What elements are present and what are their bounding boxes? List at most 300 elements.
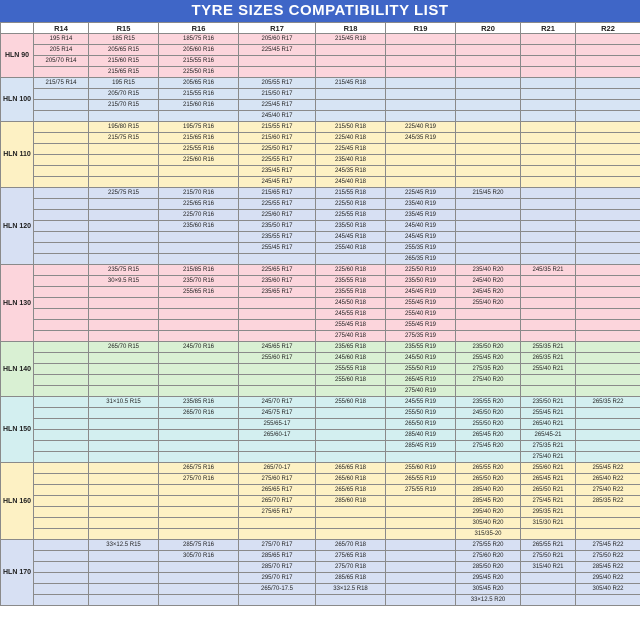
table-row [1, 485, 640, 496]
size-cell [521, 188, 576, 199]
column-header: R19 [386, 23, 456, 34]
size-cell [576, 353, 640, 364]
size-cell: 255/60 R19 [386, 463, 456, 474]
size-cell [34, 452, 89, 463]
size-cell: 215/70 R16 [159, 188, 239, 199]
size-cell: 265/35 R19 [386, 254, 456, 265]
size-cell [456, 155, 521, 166]
size-cell [89, 210, 159, 221]
size-cell: 285/70 R17 [239, 562, 316, 573]
size-cell: 255/45 R19 [386, 320, 456, 331]
size-cell [159, 441, 239, 452]
size-cell [89, 309, 159, 320]
size-cell: 195 R14 [34, 34, 89, 45]
size-cell [521, 67, 576, 78]
size-cell [316, 408, 386, 419]
size-cell: 245/55 R19 [386, 397, 456, 408]
size-cell [521, 243, 576, 254]
size-cell [159, 353, 239, 364]
group-label: HLN 120 [1, 188, 34, 265]
size-cell: 265/40 R22 [576, 474, 640, 485]
table-row [1, 78, 640, 89]
size-cell: 255/35 R19 [386, 243, 456, 254]
size-cell [89, 430, 159, 441]
size-cell [89, 199, 159, 210]
table-row [1, 507, 640, 518]
size-cell [456, 111, 521, 122]
size-cell: 185/75 R16 [159, 34, 239, 45]
size-cell [34, 265, 89, 276]
size-cell [386, 144, 456, 155]
size-cell [89, 364, 159, 375]
size-cell: 225/55 R18 [316, 210, 386, 221]
size-cell: 235/40 R20 [456, 265, 521, 276]
size-cell [521, 386, 576, 397]
size-cell: 245/40 R17 [239, 111, 316, 122]
size-cell [316, 430, 386, 441]
size-cell: 225/65 R16 [159, 199, 239, 210]
size-cell [576, 67, 640, 78]
size-cell [576, 122, 640, 133]
size-cell: 235/70 R16 [159, 276, 239, 287]
size-cell: 265/60 R18 [316, 474, 386, 485]
size-cell [521, 529, 576, 540]
size-cell [576, 320, 640, 331]
size-cell: 245/40 R20 [456, 276, 521, 287]
size-cell [521, 155, 576, 166]
table-row [1, 562, 640, 573]
size-cell: 225/45 R19 [386, 188, 456, 199]
size-cell: 235/40 R19 [386, 199, 456, 210]
table-row [1, 232, 640, 243]
size-cell: 225/45 R18 [316, 144, 386, 155]
size-cell [89, 474, 159, 485]
size-cell: 215/55 R18 [316, 188, 386, 199]
size-cell [34, 397, 89, 408]
size-cell: 275/45 R20 [456, 441, 521, 452]
size-cell: 265/75 R16 [159, 463, 239, 474]
size-cell: 265/55 R19 [386, 474, 456, 485]
size-cell: 255/65-17 [239, 419, 316, 430]
size-cell: 305/70 R16 [159, 551, 239, 562]
size-cell: 255/40 R21 [521, 364, 576, 375]
size-cell: 235/50 R18 [316, 221, 386, 232]
size-cell [521, 287, 576, 298]
size-cell: 30×9.5 R15 [89, 276, 159, 287]
size-cell [239, 254, 316, 265]
size-cell: 245/50 R18 [316, 298, 386, 309]
size-cell [456, 166, 521, 177]
size-cell: 295/40 R20 [456, 507, 521, 518]
size-cell [239, 331, 316, 342]
size-cell: 205/60 R16 [159, 45, 239, 56]
size-cell [159, 243, 239, 254]
size-cell: 205/55 R17 [239, 78, 316, 89]
size-cell [386, 584, 456, 595]
size-cell: 225/55 R17 [239, 199, 316, 210]
size-cell: 31×10.5 R15 [89, 397, 159, 408]
size-cell [239, 56, 316, 67]
size-cell [89, 573, 159, 584]
size-cell [386, 34, 456, 45]
size-cell [89, 221, 159, 232]
size-cell: 255/60 R18 [316, 375, 386, 386]
table-row [1, 45, 640, 56]
size-cell [576, 45, 640, 56]
size-cell: 255/40 R20 [456, 298, 521, 309]
size-cell [576, 155, 640, 166]
size-cell: 215/45 R18 [316, 78, 386, 89]
size-cell [576, 342, 640, 353]
size-cell [386, 56, 456, 67]
size-cell: 265/45 R20 [456, 430, 521, 441]
size-cell: 275/55 R20 [456, 540, 521, 551]
size-cell: 265/50 R20 [456, 474, 521, 485]
size-cell: 265/65 R18 [316, 485, 386, 496]
table-row [1, 166, 640, 177]
table-row [1, 56, 640, 67]
size-cell: 185 R15 [89, 34, 159, 45]
size-cell: 265/35 R21 [521, 353, 576, 364]
column-header: R21 [521, 23, 576, 34]
size-cell [456, 320, 521, 331]
size-cell [521, 78, 576, 89]
size-cell [521, 210, 576, 221]
size-cell: 255/65 R16 [159, 287, 239, 298]
size-cell [159, 419, 239, 430]
size-cell [34, 199, 89, 210]
size-cell [456, 144, 521, 155]
size-cell: 275/40 R20 [456, 375, 521, 386]
size-cell [89, 496, 159, 507]
size-cell: 245/45 R20 [456, 287, 521, 298]
size-cell: 255/50 R19 [386, 408, 456, 419]
size-cell [576, 100, 640, 111]
size-cell [576, 78, 640, 89]
table-row [1, 342, 640, 353]
size-cell [521, 221, 576, 232]
size-cell [316, 529, 386, 540]
size-cell: 285/75 R16 [159, 540, 239, 551]
size-cell: 295/40 R22 [576, 573, 640, 584]
size-cell [159, 507, 239, 518]
table-row [1, 529, 640, 540]
size-cell: 215/60 R16 [159, 100, 239, 111]
size-cell: 265/45 R19 [386, 375, 456, 386]
table-body [1, 34, 640, 606]
size-cell [386, 111, 456, 122]
size-cell [34, 518, 89, 529]
size-cell: 255/45 R19 [386, 298, 456, 309]
size-cell [576, 375, 640, 386]
size-cell: 235/55 R17 [239, 232, 316, 243]
size-cell: 235/65 R17 [239, 287, 316, 298]
size-cell [576, 298, 640, 309]
size-cell: 205 R14 [34, 45, 89, 56]
size-cell [34, 111, 89, 122]
header-row [1, 23, 640, 34]
size-cell: 215/55 R16 [159, 56, 239, 67]
size-cell [456, 254, 521, 265]
size-cell [521, 331, 576, 342]
table-row [1, 375, 640, 386]
size-cell [576, 243, 640, 254]
size-cell [89, 254, 159, 265]
size-cell [34, 562, 89, 573]
size-cell: 265/70 R16 [159, 408, 239, 419]
size-cell [159, 166, 239, 177]
size-cell [34, 507, 89, 518]
group-label: HLN 170 [1, 540, 34, 606]
table-row [1, 430, 640, 441]
size-cell: 235/60 R16 [159, 221, 239, 232]
size-cell [34, 331, 89, 342]
size-cell [521, 111, 576, 122]
size-cell: 245/75 R17 [239, 408, 316, 419]
size-cell: 245/35 R21 [521, 265, 576, 276]
size-cell: 245/40 R18 [316, 177, 386, 188]
size-cell [89, 518, 159, 529]
size-cell [34, 375, 89, 386]
size-cell: 225/45 R17 [239, 45, 316, 56]
size-cell [34, 309, 89, 320]
size-cell [521, 199, 576, 210]
size-cell [576, 210, 640, 221]
size-cell [521, 573, 576, 584]
size-cell [576, 254, 640, 265]
size-cell [34, 67, 89, 78]
size-cell [159, 452, 239, 463]
table-row [1, 144, 640, 155]
size-cell [456, 67, 521, 78]
size-cell: 245/35 R18 [316, 166, 386, 177]
size-cell: 275/70 R16 [159, 474, 239, 485]
size-cell [456, 78, 521, 89]
size-cell: 33×12.5 R15 [89, 540, 159, 551]
size-cell: 275/40 R18 [316, 331, 386, 342]
size-cell [34, 342, 89, 353]
size-cell [521, 122, 576, 133]
size-cell [576, 595, 640, 606]
size-cell [89, 441, 159, 452]
size-cell: 235/65 R18 [316, 342, 386, 353]
size-cell [159, 584, 239, 595]
size-cell: 225/50 R17 [239, 144, 316, 155]
column-header: R14 [34, 23, 89, 34]
size-cell [34, 100, 89, 111]
table-row [1, 243, 640, 254]
size-cell [159, 496, 239, 507]
size-cell [159, 529, 239, 540]
size-cell: 235/45 R17 [239, 166, 316, 177]
size-cell: 205/70 R15 [89, 89, 159, 100]
size-cell: 235/55 R18 [316, 276, 386, 287]
size-cell [89, 463, 159, 474]
size-cell: 285/65 R18 [316, 573, 386, 584]
size-cell: 285/40 R19 [386, 430, 456, 441]
size-cell: 245/35 R19 [386, 133, 456, 144]
size-cell: 275/60 R17 [239, 474, 316, 485]
group-label: HLN 130 [1, 265, 34, 342]
size-cell [89, 452, 159, 463]
table-row [1, 573, 640, 584]
size-cell [456, 243, 521, 254]
table-row [1, 408, 640, 419]
size-cell: 275/50 R22 [576, 551, 640, 562]
size-cell [34, 166, 89, 177]
size-cell [521, 177, 576, 188]
size-cell: 215/85 R16 [159, 265, 239, 276]
size-cell: 205/60 R17 [239, 34, 316, 45]
size-cell [386, 67, 456, 78]
table-row [1, 353, 640, 364]
size-cell [159, 375, 239, 386]
table-row [1, 155, 640, 166]
size-cell: 235/75 R15 [89, 265, 159, 276]
size-cell: 235/50 R19 [386, 276, 456, 287]
size-cell [159, 111, 239, 122]
size-cell: 215/50 R17 [239, 89, 316, 100]
column-header: R15 [89, 23, 159, 34]
size-cell [576, 34, 640, 45]
size-cell [34, 529, 89, 540]
size-cell [34, 496, 89, 507]
size-cell [576, 221, 640, 232]
size-cell: 245/40 R19 [386, 221, 456, 232]
size-cell [456, 221, 521, 232]
size-cell: 245/50 R19 [386, 353, 456, 364]
size-cell: 275/70 R18 [316, 562, 386, 573]
size-cell: 245/45 R19 [386, 232, 456, 243]
size-cell [316, 386, 386, 397]
size-cell [34, 430, 89, 441]
size-cell: 235/45 R19 [386, 210, 456, 221]
table-row [1, 331, 640, 342]
size-cell: 235/50 R21 [521, 397, 576, 408]
size-cell [89, 353, 159, 364]
size-cell [159, 430, 239, 441]
size-cell [34, 221, 89, 232]
size-cell: 275/70 R17 [239, 540, 316, 551]
size-cell: 295/45 R20 [456, 573, 521, 584]
size-cell [386, 551, 456, 562]
size-cell: 245/70 R16 [159, 342, 239, 353]
size-cell [316, 67, 386, 78]
size-cell [386, 45, 456, 56]
size-cell [159, 595, 239, 606]
size-cell [159, 254, 239, 265]
size-cell [576, 441, 640, 452]
size-cell: 285/50 R20 [456, 562, 521, 573]
size-cell: 265/70 R15 [89, 342, 159, 353]
table-row [1, 364, 640, 375]
size-cell [89, 375, 159, 386]
size-cell [576, 133, 640, 144]
size-cell: 255/45 R18 [316, 320, 386, 331]
size-cell [521, 34, 576, 45]
size-cell: 245/45 R17 [239, 177, 316, 188]
size-cell: 215/50 R18 [316, 122, 386, 133]
size-cell [576, 265, 640, 276]
size-cell [159, 573, 239, 584]
size-cell: 255/45 R17 [239, 243, 316, 254]
size-cell [316, 518, 386, 529]
size-cell [34, 364, 89, 375]
size-cell [576, 111, 640, 122]
size-cell [34, 419, 89, 430]
size-cell [239, 67, 316, 78]
size-cell [34, 573, 89, 584]
table-row [1, 265, 640, 276]
size-cell [316, 507, 386, 518]
group-label: HLN 140 [1, 342, 34, 397]
size-cell: 275/55 R19 [386, 485, 456, 496]
size-cell: 265/55 R20 [456, 463, 521, 474]
size-cell: 285/45 R19 [386, 441, 456, 452]
size-cell [34, 551, 89, 562]
size-cell: 285/35 R22 [576, 496, 640, 507]
size-cell [521, 309, 576, 320]
size-cell [521, 584, 576, 595]
size-cell [316, 89, 386, 100]
size-cell: 205/65 R15 [89, 45, 159, 56]
size-cell [316, 452, 386, 463]
table-row [1, 441, 640, 452]
table-row [1, 474, 640, 485]
size-cell [316, 441, 386, 452]
size-cell [386, 100, 456, 111]
table-row [1, 100, 640, 111]
size-cell: 235/50 R17 [239, 221, 316, 232]
size-cell: 305/40 R20 [456, 518, 521, 529]
size-cell [34, 540, 89, 551]
size-cell: 245/55 R18 [316, 309, 386, 320]
size-cell [239, 375, 316, 386]
size-cell: 245/45 R19 [386, 287, 456, 298]
size-cell: 225/40 R19 [386, 122, 456, 133]
size-cell: 215/45 R18 [316, 34, 386, 45]
size-cell [576, 331, 640, 342]
size-cell [576, 507, 640, 518]
group-label: HLN 160 [1, 463, 34, 540]
size-cell: 275/35 R19 [386, 331, 456, 342]
size-cell [159, 364, 239, 375]
size-cell: 315/30 R21 [521, 518, 576, 529]
size-cell [456, 89, 521, 100]
size-cell: 285/45 R22 [576, 562, 640, 573]
size-cell: 265/70 R18 [316, 540, 386, 551]
size-cell [576, 199, 640, 210]
size-cell [456, 56, 521, 67]
size-cell [34, 485, 89, 496]
size-cell [239, 529, 316, 540]
size-cell: 215/75 R15 [89, 133, 159, 144]
size-cell [89, 562, 159, 573]
column-header: R20 [456, 23, 521, 34]
size-cell: 215/55 R17 [239, 122, 316, 133]
size-cell [34, 595, 89, 606]
size-cell: 265/65 R17 [239, 485, 316, 496]
size-cell: 225/60 R16 [159, 155, 239, 166]
size-cell [386, 507, 456, 518]
size-cell [386, 595, 456, 606]
table-row [1, 320, 640, 331]
size-cell: 235/55 R19 [386, 342, 456, 353]
table-row [1, 386, 640, 397]
table-row [1, 111, 640, 122]
size-cell: 215/65 R17 [239, 188, 316, 199]
column-header: R18 [316, 23, 386, 34]
